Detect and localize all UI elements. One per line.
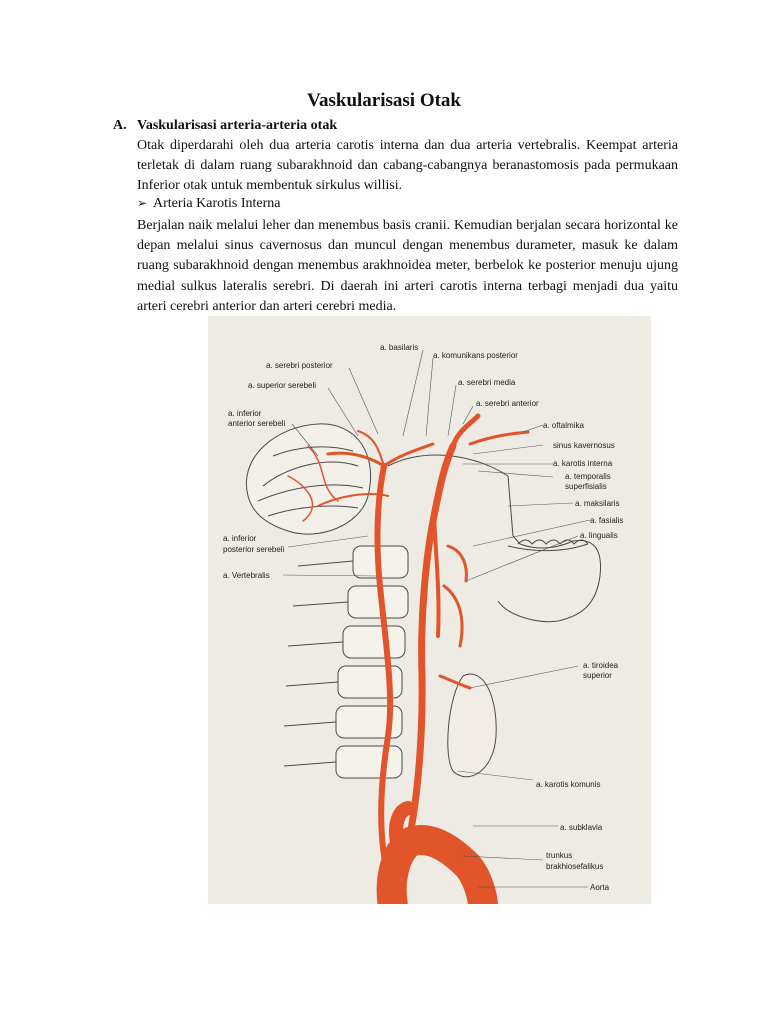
label-temporalis-2: superfisialis	[565, 482, 607, 491]
anatomy-figure	[208, 316, 651, 904]
label-inferior-anterior-serebeli-2: anterior serebeli	[228, 419, 286, 428]
thyroid-gland	[448, 674, 496, 777]
arrow-bullet-icon: ➢	[137, 196, 148, 210]
label-sinus-kavernosus: sinus kavernosus	[553, 441, 615, 450]
label-tiroidea-1: a. tiroidea	[583, 661, 619, 670]
label-aorta: Aorta	[590, 883, 610, 892]
section-heading-text: Vaskularisasi arteria-arteria otak	[137, 118, 338, 133]
label-tiroidea-2: superior	[583, 671, 612, 680]
artery-illustration	[208, 316, 651, 904]
label-fasialis: a. fasialis	[590, 516, 624, 525]
label-trunkus-1: trunkus	[546, 851, 573, 860]
label-basilaris: a. basilaris	[380, 343, 419, 352]
label-temporalis-1: a. temporalis	[565, 472, 611, 481]
label-karotis-interna: a. karotis interna	[553, 459, 613, 468]
label-subklavia: a. subklavia	[560, 823, 603, 832]
section-label: A.	[113, 118, 127, 133]
label-serebri-media: a. serebri media	[458, 378, 516, 387]
label-vertebralis: a. Vertebralis	[223, 571, 270, 580]
page-title: Vaskularisasi Otak	[307, 90, 461, 111]
label-serebri-anterior: a. serebri anterior	[476, 399, 539, 408]
bullet-text: Arteria Karotis Interna	[153, 196, 281, 211]
cerebellum	[246, 424, 370, 534]
paragraph-karotis-interna: Berjalan naik melalui leher dan menembus basis cranii. Kemudian berjalan secara horizontal ke depan melalui sinus cavernosus dan muncul dengan menembus durameter, masuk ke dalam ruang subarakhnoid dengan menembus arakhnoidea meter, berbelok ke posterior menuju ujung medial sulkus lateralis serebri. Di daerah ini arteri carotis interna terbagi menjadi dua yaitu arteri cerebri anterior dan arteri cerebri media.	[137, 218, 678, 314]
paragraph-intro: Otak diperdarahi oleh dua arteria carotis interna dan dua arteria vertebralis. Keempat arteria terletak di dalam ruang subarakhnoid dan cabang-cabangnya beranastomosis pada permukaan Inferior otak untuk membentuk sirkulus willisi.	[137, 138, 678, 194]
label-serebri-posterior: a. serebri posterior	[266, 361, 333, 370]
label-inferior-posterior-serebeli-2: posterior serebeli	[223, 545, 285, 554]
label-maksilaris: a. maksilaris	[575, 499, 620, 508]
label-inferior-posterior-serebeli-1: a. inferior	[223, 534, 257, 543]
label-inferior-anterior-serebeli-1: a. inferior	[228, 409, 262, 418]
label-lingualis: a. lingualis	[580, 531, 618, 540]
label-komunikans-posterior: a. komunikans posterior	[433, 351, 518, 360]
label-karotis-komunis: a. karotis komunis	[536, 780, 601, 789]
label-trunkus-2: brakhiosefalikus	[546, 862, 604, 871]
bullet-item	[137, 196, 281, 212]
section-heading	[113, 118, 337, 134]
label-oftalmika: a. oftalmika	[543, 421, 584, 430]
label-superior-serebeli: a. superior serebeli	[248, 381, 317, 390]
